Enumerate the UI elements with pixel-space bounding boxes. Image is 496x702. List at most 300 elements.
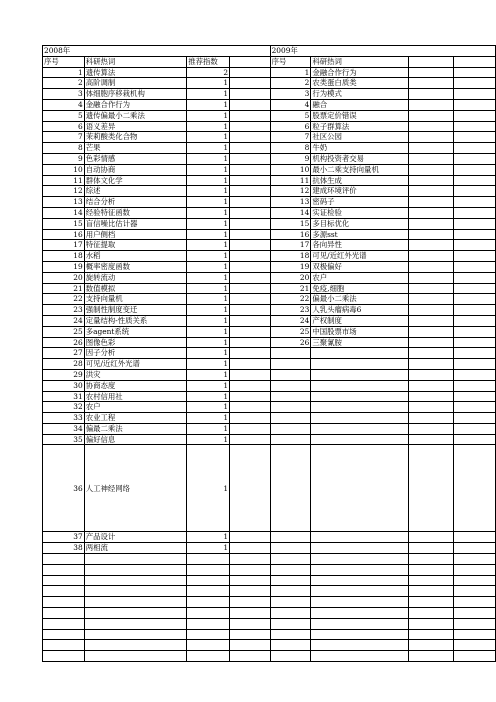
seq-cell-2009 bbox=[270, 586, 311, 597]
index-cell-2008: 1 bbox=[187, 391, 230, 402]
spacer-cell bbox=[230, 110, 271, 121]
spacer-cell-2 bbox=[454, 348, 496, 359]
seq-cell-2008 bbox=[43, 554, 85, 565]
index-cell-2008: 1 bbox=[187, 89, 230, 100]
index-cell-2009 bbox=[408, 99, 453, 110]
spacer-cell-2 bbox=[454, 294, 496, 305]
index-cell-2008: 1 bbox=[187, 413, 230, 424]
index-cell-2008: 1 bbox=[187, 283, 230, 294]
spacer-cell-2 bbox=[454, 369, 496, 380]
seq-cell-2008: 34 bbox=[43, 423, 85, 434]
index-cell-2009 bbox=[408, 294, 453, 305]
spacer-cell bbox=[230, 618, 271, 629]
term-cell-2008: 遗传偏最小二乘法 bbox=[84, 110, 187, 121]
term-cell-2008 bbox=[84, 586, 187, 597]
table-row bbox=[43, 651, 496, 662]
term-cell-2008: 产品设计 bbox=[84, 532, 187, 543]
term-cell-2008: 用户侧档 bbox=[84, 229, 187, 240]
term-header-2008: 科研热词 bbox=[84, 56, 187, 67]
term-cell-2008: 偏好信息 bbox=[84, 434, 187, 445]
term-cell-2009 bbox=[311, 380, 409, 391]
spacer-cell bbox=[230, 272, 271, 283]
index-cell-2009 bbox=[408, 143, 453, 154]
index-cell-2009 bbox=[408, 402, 453, 413]
spacer-cell-2 bbox=[454, 597, 496, 608]
index-cell-2009 bbox=[408, 207, 453, 218]
index-cell-2009 bbox=[408, 218, 453, 229]
index-cell-2008 bbox=[187, 597, 230, 608]
term-cell-2008: 农户 bbox=[84, 402, 187, 413]
table-row bbox=[43, 207, 496, 218]
seq-cell-2009: 5 bbox=[270, 110, 311, 121]
spacer-cell-2 bbox=[454, 251, 496, 262]
spacer-cell-2 bbox=[454, 380, 496, 391]
index-cell-2009 bbox=[408, 186, 453, 197]
term-cell-2009 bbox=[311, 434, 409, 445]
spacer-cell-2 bbox=[454, 218, 496, 229]
table-row bbox=[43, 229, 496, 240]
spacer-cell-2 bbox=[454, 434, 496, 445]
seq-cell-2008: 6 bbox=[43, 121, 85, 132]
seq-cell-2009 bbox=[270, 369, 311, 380]
term-cell-2008 bbox=[84, 554, 187, 565]
index-cell-2008: 1 bbox=[187, 121, 230, 132]
seq-cell-2008: 8 bbox=[43, 143, 85, 154]
seq-cell-2009: 17 bbox=[270, 240, 311, 251]
index-cell-2008 bbox=[187, 554, 230, 565]
spacer-cell-2 bbox=[454, 413, 496, 424]
seq-cell-2008: 33 bbox=[43, 413, 85, 424]
spacer-cell-2 bbox=[454, 240, 496, 251]
index-cell-2008: 1 bbox=[187, 326, 230, 337]
seq-cell-2009: 1 bbox=[270, 67, 311, 78]
spacer-cell-2 bbox=[454, 629, 496, 640]
seq-header-2008: 序号 bbox=[43, 56, 85, 67]
seq-cell-2008 bbox=[43, 651, 85, 662]
index-cell-2009 bbox=[408, 283, 453, 294]
index-cell-2009 bbox=[408, 413, 453, 424]
term-cell-2009: 实证检验 bbox=[311, 207, 409, 218]
term-cell-2009: 双极偏好 bbox=[311, 261, 409, 272]
spacer-cell-2 bbox=[454, 575, 496, 586]
term-cell-2009 bbox=[311, 413, 409, 424]
spacer-cell bbox=[230, 608, 271, 619]
term-cell-2008: 体细胞序移栽机构 bbox=[84, 89, 187, 100]
term-cell-2009 bbox=[311, 640, 409, 651]
index-cell-2008: 1 bbox=[187, 337, 230, 348]
index-cell-2008: 1 bbox=[187, 99, 230, 110]
spacer-cell bbox=[230, 434, 271, 445]
spacer-cell-2 bbox=[454, 132, 496, 143]
table-row bbox=[43, 251, 496, 262]
year-row bbox=[43, 46, 496, 57]
index-cell-2008: 1 bbox=[187, 207, 230, 218]
term-cell-2009 bbox=[311, 651, 409, 662]
table-row bbox=[43, 197, 496, 208]
term-cell-2008: 群体文化学 bbox=[84, 175, 187, 186]
seq-cell-2008: 17 bbox=[43, 240, 85, 251]
seq-cell-2008: 28 bbox=[43, 359, 85, 370]
seq-cell-2009 bbox=[270, 532, 311, 543]
seq-cell-2009: 6 bbox=[270, 121, 311, 132]
seq-cell-2009: 2 bbox=[270, 78, 311, 89]
spacer-cell bbox=[230, 261, 271, 272]
term-cell-2009 bbox=[311, 369, 409, 380]
term-cell-2009 bbox=[311, 586, 409, 597]
seq-cell-2008: 35 bbox=[43, 434, 85, 445]
term-cell-2009: 可见/近红外光谱 bbox=[311, 251, 409, 262]
term-cell-2008: 数值模拟 bbox=[84, 283, 187, 294]
seq-cell-2009: 4 bbox=[270, 99, 311, 110]
index-cell-2009 bbox=[408, 272, 453, 283]
term-cell-2008 bbox=[84, 618, 187, 629]
spacer-cell bbox=[230, 423, 271, 434]
spacer-cell bbox=[230, 197, 271, 208]
seq-cell-2008: 22 bbox=[43, 294, 85, 305]
table-row bbox=[43, 272, 496, 283]
index-cell-2009 bbox=[408, 78, 453, 89]
index-cell-2009 bbox=[408, 197, 453, 208]
spacer-cell bbox=[230, 67, 271, 78]
seq-cell-2008: 31 bbox=[43, 391, 85, 402]
index-cell-2008: 1 bbox=[187, 186, 230, 197]
seq-cell-2008: 25 bbox=[43, 326, 85, 337]
seq-cell-2008 bbox=[43, 629, 85, 640]
spacer-cell bbox=[230, 143, 271, 154]
table-row bbox=[43, 369, 496, 380]
year-2009-label: 2009年 bbox=[270, 46, 495, 57]
index-cell-2008 bbox=[187, 651, 230, 662]
term-cell-2009: 社区公园 bbox=[311, 132, 409, 143]
index-cell-2008: 1 bbox=[187, 218, 230, 229]
spacer-cell-2 bbox=[454, 89, 496, 100]
spacer-cell-2 bbox=[454, 586, 496, 597]
spacer-cell bbox=[230, 121, 271, 132]
index-cell-2009 bbox=[408, 326, 453, 337]
term-cell-2008: 定量结构-性质关系 bbox=[84, 315, 187, 326]
term-cell-2008: 综述 bbox=[84, 186, 187, 197]
term-cell-2008: 可见/近红外光谱 bbox=[84, 359, 187, 370]
term-cell-2009: 农户 bbox=[311, 272, 409, 283]
table-row bbox=[43, 413, 496, 424]
seq-cell-2009 bbox=[270, 640, 311, 651]
keyword-table bbox=[42, 45, 496, 662]
index-cell-2009 bbox=[408, 359, 453, 370]
table-row bbox=[43, 143, 496, 154]
spacer-cell bbox=[230, 564, 271, 575]
seq-cell-2009 bbox=[270, 651, 311, 662]
index-cell-2009 bbox=[408, 348, 453, 359]
table-row bbox=[43, 586, 496, 597]
seq-cell-2009 bbox=[270, 543, 311, 554]
table-row bbox=[43, 543, 496, 554]
table-row bbox=[43, 597, 496, 608]
term-cell-2009: 建成环境评价 bbox=[311, 186, 409, 197]
seq-cell-2008 bbox=[43, 575, 85, 586]
seq-cell-2008: 38 bbox=[43, 543, 85, 554]
index-cell-2009 bbox=[408, 629, 453, 640]
term-cell-2009 bbox=[311, 391, 409, 402]
term-cell-2008: 多agent系统 bbox=[84, 326, 187, 337]
table-row bbox=[43, 78, 496, 89]
seq-cell-2008: 29 bbox=[43, 369, 85, 380]
seq-cell-2008: 20 bbox=[43, 272, 85, 283]
term-cell-2008 bbox=[84, 629, 187, 640]
seq-cell-2009: 16 bbox=[270, 229, 311, 240]
spacer-cell bbox=[230, 532, 271, 543]
spacer-cell-2 bbox=[454, 532, 496, 543]
seq-cell-2009: 25 bbox=[270, 326, 311, 337]
seq-cell-2008: 23 bbox=[43, 305, 85, 316]
seq-cell-2008 bbox=[43, 597, 85, 608]
seq-cell-2009 bbox=[270, 413, 311, 424]
spacer-cell bbox=[230, 218, 271, 229]
term-cell-2009 bbox=[311, 554, 409, 565]
term-cell-2009: 产权制度 bbox=[311, 315, 409, 326]
term-cell-2008: 特征提取 bbox=[84, 240, 187, 251]
index-cell-2009 bbox=[408, 597, 453, 608]
index-cell-2008: 1 bbox=[187, 305, 230, 316]
seq-cell-2008 bbox=[43, 564, 85, 575]
term-cell-2008: 两相流 bbox=[84, 543, 187, 554]
table-row bbox=[43, 175, 496, 186]
table-row bbox=[43, 348, 496, 359]
seq-cell-2008: 12 bbox=[43, 186, 85, 197]
index-cell-2008: 1 bbox=[187, 348, 230, 359]
table-row bbox=[43, 445, 496, 532]
term-cell-2008: 结合分析 bbox=[84, 197, 187, 208]
table-body bbox=[43, 46, 496, 662]
spacer-cell bbox=[230, 359, 271, 370]
index-cell-2008: 1 bbox=[187, 369, 230, 380]
term-cell-2009: 抗体生成 bbox=[311, 175, 409, 186]
term-cell-2009 bbox=[311, 618, 409, 629]
term-cell-2008: 茉莉酸类化合物 bbox=[84, 132, 187, 143]
term-cell-2009: 农类蛋白质类 bbox=[311, 78, 409, 89]
index-cell-2009 bbox=[408, 251, 453, 262]
term-cell-2009: 机构投资者交易 bbox=[311, 153, 409, 164]
seq-cell-2009: 21 bbox=[270, 283, 311, 294]
term-cell-2009: 中国股票市场 bbox=[311, 326, 409, 337]
spacer-cell bbox=[230, 294, 271, 305]
seq-cell-2008: 27 bbox=[43, 348, 85, 359]
table-row bbox=[43, 110, 496, 121]
spacer-cell-2 bbox=[454, 402, 496, 413]
seq-cell-2008: 3 bbox=[43, 89, 85, 100]
spacer-cell-2 bbox=[454, 121, 496, 132]
spacer-cell bbox=[230, 132, 271, 143]
spacer-cell-2 bbox=[454, 305, 496, 316]
spacer-cell-2 bbox=[454, 78, 496, 89]
term-cell-2008: 强制性制度变迁 bbox=[84, 305, 187, 316]
table-row bbox=[43, 240, 496, 251]
seq-cell-2009: 11 bbox=[270, 175, 311, 186]
term-cell-2008: 支持向量机 bbox=[84, 294, 187, 305]
term-cell-2008: 概率密度函数 bbox=[84, 261, 187, 272]
seq-cell-2008 bbox=[43, 608, 85, 619]
term-cell-2009: 最小二乘支持向量机 bbox=[311, 164, 409, 175]
term-cell-2009: 人乳头瘤病毒6 bbox=[311, 305, 409, 316]
table-row bbox=[43, 402, 496, 413]
term-cell-2008: 洪灾 bbox=[84, 369, 187, 380]
index-cell-2009 bbox=[408, 89, 453, 100]
index-cell-2009 bbox=[408, 651, 453, 662]
spacer-cell bbox=[230, 554, 271, 565]
spacer-cell bbox=[230, 315, 271, 326]
index-cell-2009 bbox=[408, 153, 453, 164]
seq-cell-2009: 12 bbox=[270, 186, 311, 197]
spacer-cell-2 bbox=[454, 651, 496, 662]
index-cell-2008: 1 bbox=[187, 132, 230, 143]
index-cell-2009 bbox=[408, 240, 453, 251]
index-cell-2009 bbox=[408, 640, 453, 651]
index-cell-2008: 1 bbox=[187, 153, 230, 164]
seq-cell-2009: 13 bbox=[270, 197, 311, 208]
index-cell-2009 bbox=[408, 337, 453, 348]
spacer-cell bbox=[230, 380, 271, 391]
term-cell-2009 bbox=[311, 423, 409, 434]
term-cell-2008: 高阶调制 bbox=[84, 78, 187, 89]
table-row bbox=[43, 359, 496, 370]
seq-cell-2008: 37 bbox=[43, 532, 85, 543]
spacer-cell-2 bbox=[454, 337, 496, 348]
seq-cell-2009: 9 bbox=[270, 153, 311, 164]
seq-cell-2008: 4 bbox=[43, 99, 85, 110]
spacer-cell-2 bbox=[454, 272, 496, 283]
spacer-cell bbox=[230, 251, 271, 262]
index-cell-2009 bbox=[408, 423, 453, 434]
table-row bbox=[43, 629, 496, 640]
term-cell-2009: 密码子 bbox=[311, 197, 409, 208]
table-row bbox=[43, 337, 496, 348]
spacer-cell-2 bbox=[454, 391, 496, 402]
spacer-cell bbox=[230, 402, 271, 413]
term-cell-2009: 多目标优化 bbox=[311, 218, 409, 229]
index-cell-2008: 1 bbox=[187, 445, 230, 532]
term-cell-2009: 三聚氰胺 bbox=[311, 337, 409, 348]
seq-cell-2008: 16 bbox=[43, 229, 85, 240]
spacer-cell-2 bbox=[454, 543, 496, 554]
term-cell-2009 bbox=[311, 629, 409, 640]
term-cell-2009 bbox=[311, 359, 409, 370]
term-cell-2008 bbox=[84, 608, 187, 619]
index-cell-2008 bbox=[187, 640, 230, 651]
spacer-cell-2 bbox=[454, 186, 496, 197]
table-row bbox=[43, 380, 496, 391]
spacer-cell bbox=[230, 89, 271, 100]
term-cell-2008: 经验特征函数 bbox=[84, 207, 187, 218]
index-cell-2008: 1 bbox=[187, 229, 230, 240]
seq-cell-2008: 15 bbox=[43, 218, 85, 229]
seq-cell-2008: 2 bbox=[43, 78, 85, 89]
seq-cell-2008: 11 bbox=[43, 175, 85, 186]
table-row bbox=[43, 423, 496, 434]
term-cell-2008: 因子分析 bbox=[84, 348, 187, 359]
index-cell-2008: 1 bbox=[187, 251, 230, 262]
term-cell-2009: 股票定价错误 bbox=[311, 110, 409, 121]
spacer-cell-2 bbox=[454, 175, 496, 186]
spacer-cell bbox=[230, 78, 271, 89]
term-cell-2008: 盲信噪比估计器 bbox=[84, 218, 187, 229]
spacer-cell-2 bbox=[454, 445, 496, 532]
seq-cell-2009: 24 bbox=[270, 315, 311, 326]
index-cell-2009 bbox=[408, 121, 453, 132]
spacer-cell bbox=[230, 651, 271, 662]
spacer-cell-2 bbox=[454, 67, 496, 78]
table-row bbox=[43, 218, 496, 229]
spacer-cell bbox=[230, 207, 271, 218]
table-row bbox=[43, 305, 496, 316]
spacer-cell-2 bbox=[454, 618, 496, 629]
index-cell-2008 bbox=[187, 575, 230, 586]
term-cell-2009: 偏最小二乘法 bbox=[311, 294, 409, 305]
spacer-cell-2 bbox=[454, 564, 496, 575]
spacer-cell bbox=[230, 369, 271, 380]
spacer-cell-2 bbox=[454, 261, 496, 272]
seq-cell-2008: 7 bbox=[43, 132, 85, 143]
spacer-cell bbox=[230, 186, 271, 197]
spacer-cell bbox=[230, 445, 271, 532]
seq-cell-2009: 26 bbox=[270, 337, 311, 348]
table-row bbox=[43, 89, 496, 100]
seq-cell-2008 bbox=[43, 586, 85, 597]
index-cell-2009 bbox=[408, 164, 453, 175]
term-cell-2008: 农业工程 bbox=[84, 413, 187, 424]
index-cell-2008: 2 bbox=[187, 67, 230, 78]
index-cell-2008: 1 bbox=[187, 143, 230, 154]
term-cell-2009 bbox=[311, 543, 409, 554]
spacer-header bbox=[230, 56, 271, 67]
seq-cell-2009: 23 bbox=[270, 305, 311, 316]
table-row bbox=[43, 554, 496, 565]
term-cell-2008: 人工神经网络 bbox=[84, 445, 187, 532]
spacer-cell bbox=[230, 575, 271, 586]
term-cell-2009 bbox=[311, 348, 409, 359]
spacer-cell-2 bbox=[454, 326, 496, 337]
index-cell-2008 bbox=[187, 564, 230, 575]
index-cell-2008: 1 bbox=[187, 402, 230, 413]
index-cell-2008: 1 bbox=[187, 294, 230, 305]
spacer-cell bbox=[230, 326, 271, 337]
term-cell-2008: 语义差异 bbox=[84, 121, 187, 132]
spacer-cell bbox=[230, 597, 271, 608]
index-cell-2009 bbox=[408, 445, 453, 532]
spacer-cell-2 bbox=[454, 608, 496, 619]
term-cell-2008: 图像色彩 bbox=[84, 337, 187, 348]
index-cell-2008: 1 bbox=[187, 315, 230, 326]
seq-cell-2009 bbox=[270, 380, 311, 391]
term-cell-2008: 旋转流动 bbox=[84, 272, 187, 283]
seq-cell-2008 bbox=[43, 640, 85, 651]
spacer-cell bbox=[230, 543, 271, 554]
index-cell-2009 bbox=[408, 305, 453, 316]
index-cell-2008: 1 bbox=[187, 543, 230, 554]
term-cell-2008: 色彩情感 bbox=[84, 153, 187, 164]
term-cell-2009: 各向异性 bbox=[311, 240, 409, 251]
seq-cell-2009: 10 bbox=[270, 164, 311, 175]
spacer-cell bbox=[230, 629, 271, 640]
index-header-2009 bbox=[408, 56, 453, 67]
index-cell-2008: 1 bbox=[187, 261, 230, 272]
term-cell-2008: 遗传算法 bbox=[84, 67, 187, 78]
index-cell-2009 bbox=[408, 586, 453, 597]
seq-cell-2009 bbox=[270, 608, 311, 619]
index-cell-2009 bbox=[408, 315, 453, 326]
term-cell-2009 bbox=[311, 445, 409, 532]
seq-cell-2009: 22 bbox=[270, 294, 311, 305]
seq-cell-2008: 19 bbox=[43, 261, 85, 272]
term-cell-2008: 偏最二乘法 bbox=[84, 423, 187, 434]
